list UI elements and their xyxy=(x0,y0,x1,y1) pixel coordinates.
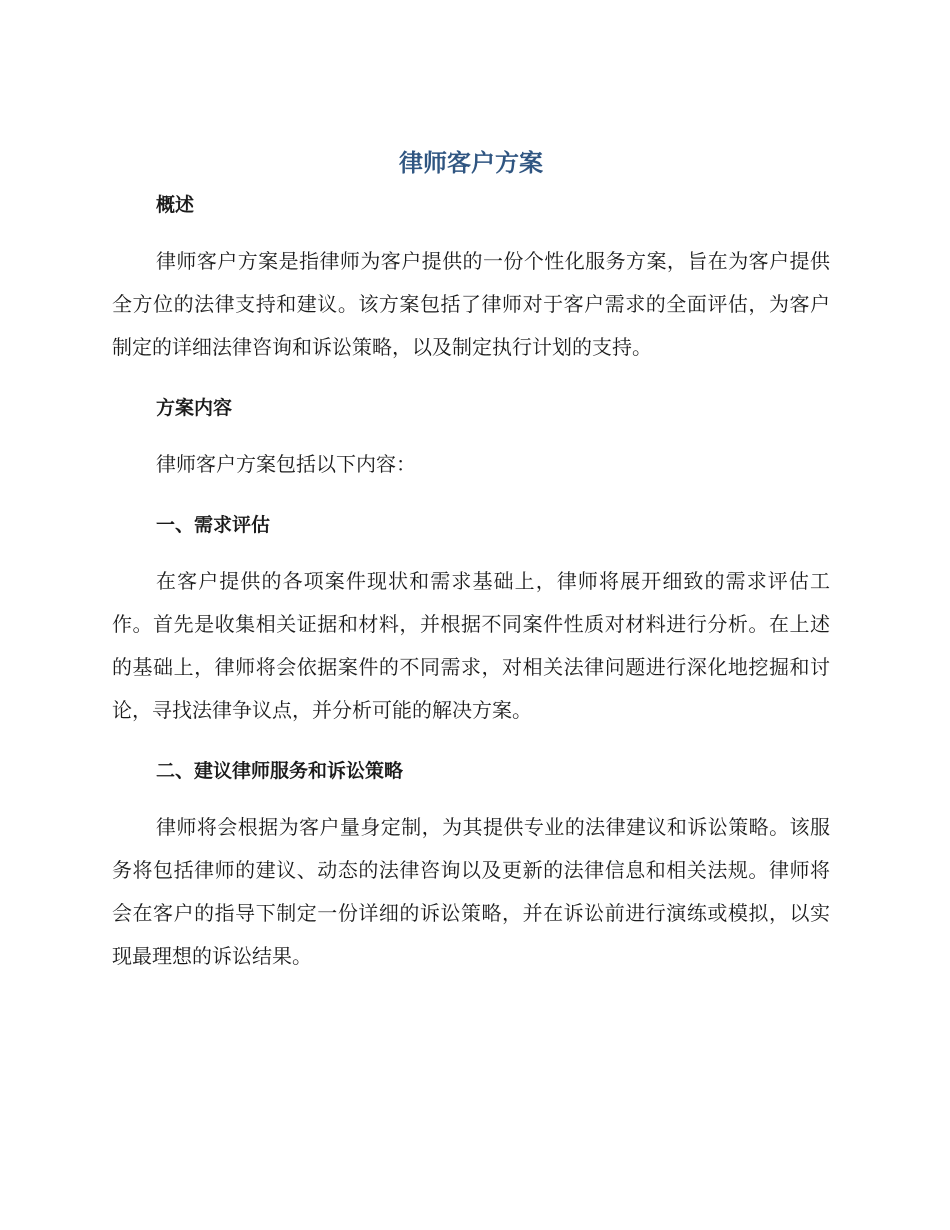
section-heading-overview: 概述 xyxy=(156,194,195,216)
section-paragraph-overview: 律师客户方案是指律师为客户提供的一份个性化服务方案，旨在为客户提供全方位的法律支持和建议。该方案包括了律师对于客户需求的全面评估，为客户制定的详细法律咨询和诉讼策略，以及制定执行计划的支持。 xyxy=(112,249,830,359)
section-paragraph-needs-assessment: 在客户提供的各项案件现状和需求基础上，律师将展开细致的需求评估工作。首先是收集相关证据和材料，并根据不同案件性质对材料进行分析。在上述的基础上，律师将会依据案件的不同需求，对相关法律问题进行深化地挖掘和讨论，寻找法律争议点，并分析可能的解决方案。 xyxy=(112,569,830,722)
section-heading-litigation-strategy: 二、建议律师服务和诉讼策略 xyxy=(156,760,404,782)
section-paragraph-content: 律师客户方案包括以下内容： xyxy=(156,452,416,476)
document-title: 律师客户方案 xyxy=(399,149,543,177)
section-heading-content: 方案内容 xyxy=(156,397,233,419)
section-paragraph-litigation-strategy: 律师将会根据为客户量身定制，为其提供专业的法律建议和诉讼策略。该服务将包括律师的建议、动态的法律咨询以及更新的法律信息和相关法规。律师将会在客户的指导下制定一份详细的诉讼策略，并在诉讼前进行演练或模拟，以实现最理想的诉讼结果。 xyxy=(112,815,830,968)
document-page xyxy=(112,140,830,978)
section-heading-needs-assessment: 一、需求评估 xyxy=(156,514,271,536)
